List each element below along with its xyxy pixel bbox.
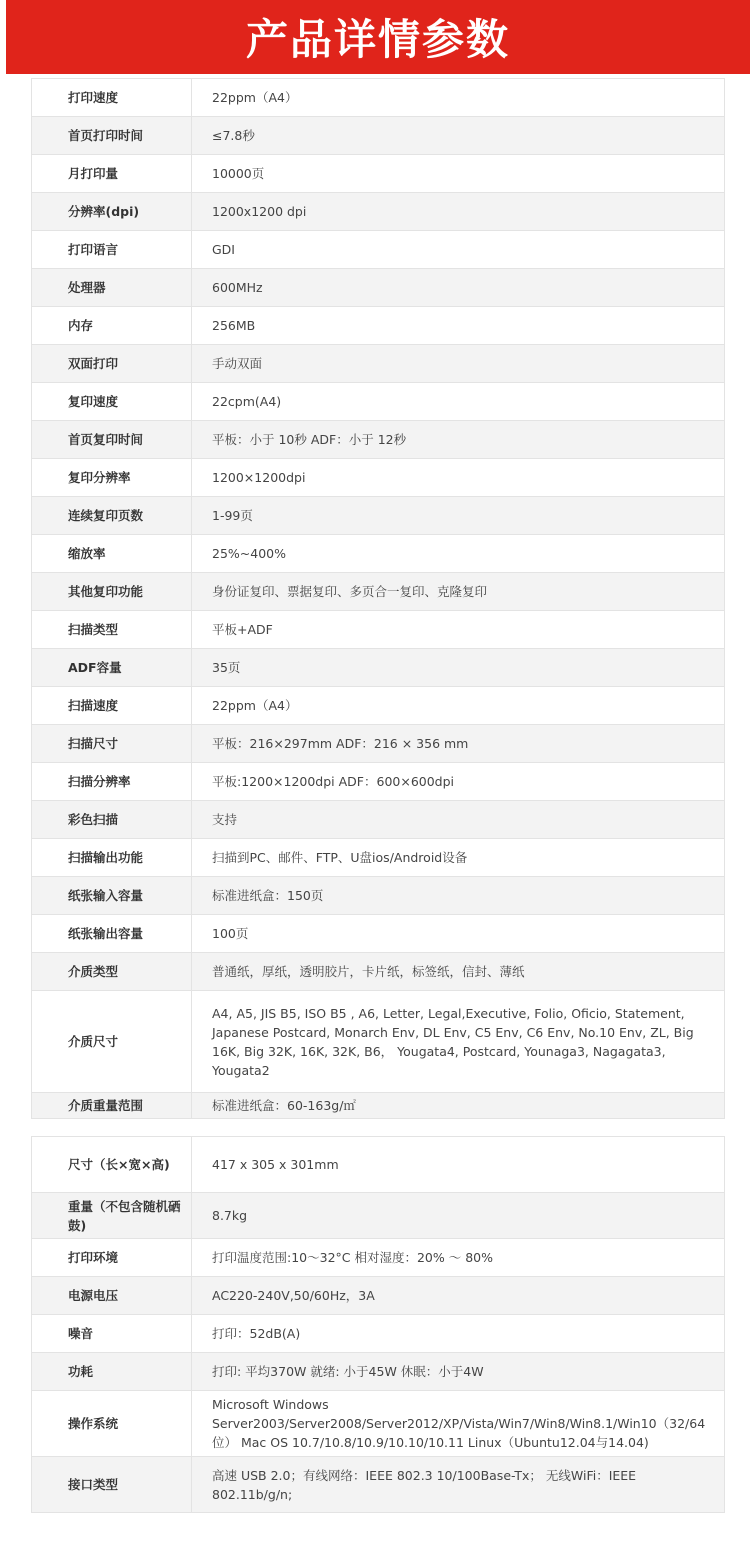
spec-row — [32, 1193, 725, 1239]
spec-label: 其他复印功能 — [32, 573, 192, 611]
spec-value: 8.7kg — [192, 1193, 725, 1239]
spec-value: 10000页 — [192, 155, 725, 193]
spec-row — [32, 801, 725, 839]
spec-value: 高速 USB 2.0；有线网络：IEEE 802.3 10/100Base-Tx； 无线WiFi：IEEE 802.11b/g/n; — [192, 1457, 725, 1513]
spec-label: 扫描尺寸 — [32, 725, 192, 763]
spec-value: GDI — [192, 231, 725, 269]
spec-label: 缩放率 — [32, 535, 192, 573]
spec-value: 22cpm(A4) — [192, 383, 725, 421]
spec-value: 打印：52dB(A) — [192, 1315, 725, 1353]
spec-label: 复印速度 — [32, 383, 192, 421]
spec-value: Microsoft Windows Server2003/Server2008/Server2012/XP/Vista/Win7/Win8/Win8.1/Win10（32/64位） Mac OS 10.7/10.8/10.9/10.10/10.11 Linux（Ubuntu12.04与14.04) — [192, 1391, 725, 1457]
spec-row — [32, 155, 725, 193]
spec-row — [32, 763, 725, 801]
spec-value: 600MHz — [192, 269, 725, 307]
spec-label: 重量（不包含随机硒鼓) — [32, 1193, 192, 1239]
spec-label: 功耗 — [32, 1353, 192, 1391]
spec-value: 22ppm（A4） — [192, 79, 725, 117]
spec-value: 手动双面 — [192, 345, 725, 383]
spec-label: 处理器 — [32, 269, 192, 307]
spec-label: 电源电压 — [32, 1277, 192, 1315]
spec-label: 介质类型 — [32, 953, 192, 991]
spec-row — [32, 231, 725, 269]
spec-label: 首页复印时间 — [32, 421, 192, 459]
spec-value: 1200x1200 dpi — [192, 193, 725, 231]
spec-label: 复印分辨率 — [32, 459, 192, 497]
spec-row — [32, 877, 725, 915]
spec-value: 普通纸，厚纸，透明胶片，卡片纸，标签纸，信封、薄纸 — [192, 953, 725, 991]
spec-row — [32, 573, 725, 611]
spec-row — [32, 991, 725, 1093]
spec-label: 双面打印 — [32, 345, 192, 383]
header-banner — [6, 0, 750, 74]
spec-label: 介质重量范围 — [32, 1093, 192, 1119]
spec-row — [32, 535, 725, 573]
spec-value: 平板+ADF — [192, 611, 725, 649]
spec-value: 标准进纸盒：60-163g/㎡ — [192, 1093, 725, 1119]
spec-label: 扫描速度 — [32, 687, 192, 725]
spec-row — [32, 1391, 725, 1457]
spec-value: 身份证复印、票据复印、多页合一复印、克隆复印 — [192, 573, 725, 611]
page-title: 产品详情参数 — [245, 15, 510, 64]
spec-row — [32, 953, 725, 991]
spec-row — [32, 307, 725, 345]
spec-label: 尺寸（长×宽×高) — [32, 1137, 192, 1193]
spec-table-bottom — [31, 1136, 725, 1513]
spec-value: 打印温度范围:10～32°C 相对湿度：20% ～ 80% — [192, 1239, 725, 1277]
spec-label: ADF容量 — [32, 649, 192, 687]
spec-label: 分辨率(dpi) — [32, 193, 192, 231]
spec-value: 扫描到PC、邮件、FTP、U盘ios/Android设备 — [192, 839, 725, 877]
spec-value: 25%~400% — [192, 535, 725, 573]
spec-value: 1200×1200dpi — [192, 459, 725, 497]
spec-row — [32, 915, 725, 953]
spec-table-top — [31, 78, 725, 1119]
spec-label: 打印速度 — [32, 79, 192, 117]
spec-value: 平板：小于 10秒 ADF：小于 12秒 — [192, 421, 725, 459]
spec-row — [32, 1137, 725, 1193]
spec-value: ≤7.8秒 — [192, 117, 725, 155]
spec-label: 扫描分辨率 — [32, 763, 192, 801]
spec-label: 内存 — [32, 307, 192, 345]
spec-row — [32, 611, 725, 649]
spec-value: 平板：216×297mm ADF：216 × 356 mm — [192, 725, 725, 763]
spec-row — [32, 1277, 725, 1315]
spec-row — [32, 459, 725, 497]
spec-row — [32, 687, 725, 725]
spec-value: 417 x 305 x 301mm — [192, 1137, 725, 1193]
spec-label: 噪音 — [32, 1315, 192, 1353]
spec-row — [32, 117, 725, 155]
spec-row — [32, 839, 725, 877]
spec-label: 扫描输出功能 — [32, 839, 192, 877]
spec-label: 纸张输出容量 — [32, 915, 192, 953]
spec-value: 22ppm（A4） — [192, 687, 725, 725]
spec-row — [32, 345, 725, 383]
spec-row — [32, 421, 725, 459]
spec-row — [32, 1457, 725, 1513]
spec-row — [32, 1353, 725, 1391]
spec-value: 平板:1200×1200dpi ADF：600×600dpi — [192, 763, 725, 801]
spec-row — [32, 1239, 725, 1277]
spec-row — [32, 269, 725, 307]
spec-row — [32, 383, 725, 421]
spec-value: 标准进纸盒：150页 — [192, 877, 725, 915]
spec-row — [32, 1315, 725, 1353]
spec-value: 1-99页 — [192, 497, 725, 535]
spec-value: A4, A5, JIS B5, ISO B5 , A6, Letter, Legal,Executive, Folio, Oficio, Statement, Japanese Postcard, Monarch Env, DL Env, C5 Env, C6 Env, No.10 Env, ZL, Big 16K, Big 32K, 16K, 32K, B6， Yougata4, Postcard, Younaga3, Nagagata3, Yougata2 — [192, 991, 725, 1093]
spec-label: 纸张输入容量 — [32, 877, 192, 915]
spec-value: 35页 — [192, 649, 725, 687]
spec-value: 256MB — [192, 307, 725, 345]
spec-label: 月打印量 — [32, 155, 192, 193]
spec-label: 打印环境 — [32, 1239, 192, 1277]
spec-row — [32, 1093, 725, 1119]
spec-row — [32, 649, 725, 687]
spec-label: 彩色扫描 — [32, 801, 192, 839]
spec-label: 操作系统 — [32, 1391, 192, 1457]
spec-row — [32, 725, 725, 763]
spec-label: 打印语言 — [32, 231, 192, 269]
spec-value: 100页 — [192, 915, 725, 953]
spec-row — [32, 79, 725, 117]
spec-value: 支持 — [192, 801, 725, 839]
spec-label: 连续复印页数 — [32, 497, 192, 535]
spec-row — [32, 497, 725, 535]
spec-row — [32, 193, 725, 231]
spec-value: AC220-240V,50/60Hz，3A — [192, 1277, 725, 1315]
spec-label: 扫描类型 — [32, 611, 192, 649]
spec-label: 介质尺寸 — [32, 991, 192, 1093]
spec-label: 首页打印时间 — [32, 117, 192, 155]
spec-label: 接口类型 — [32, 1457, 192, 1513]
spec-value: 打印: 平均370W 就绪: 小于45W 休眠：小于4W — [192, 1353, 725, 1391]
